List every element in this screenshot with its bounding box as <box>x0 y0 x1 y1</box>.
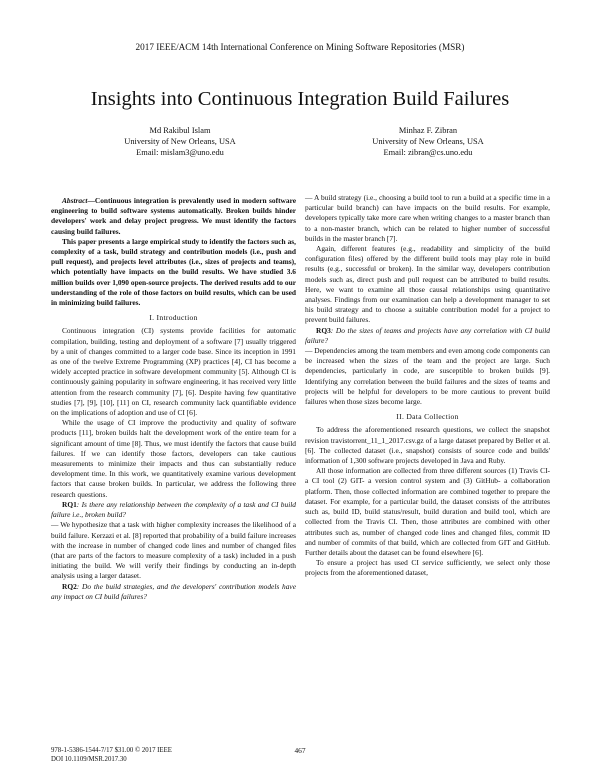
rq1-answer: — We hypothesize that a task with higher complexity increases the likelihood of a build failure. Kerzazi et al. [8] reported that probability of a build failure increases with the increase in number of changed code lines and number of changed files (that are parts of the factors to measure complexity of a task) included in a push initiating the build. We will verify their findings by conducting an in-depth analysis using a larger dataset. <box>51 520 296 581</box>
author-email: Email: zibran@cs.uno.edu <box>383 148 473 157</box>
author-email: Email: mislam3@uno.edu <box>136 148 224 157</box>
conference-header: 2017 IEEE/ACM 14th International Conference on Mining Software Repositories (MSR) <box>135 42 465 52</box>
abstract-label: Abstract <box>62 196 88 205</box>
build-factors-paragraph: Again, different features (e.g., readability and simplicity of the build configuration files) offered by the different build tools may play role in build results (e.g., successful or broken). In the similar way, developers contribution models such as, direct push and pull request can be attributed to build results. Here, we want to examine all those causal relationships using quantitative analyses. Findings from our examination can help a development manager to set his build strategy and to choose a suitable contribution model for a project to prevent build failures. <box>305 244 550 325</box>
author-name: Minhaz F. Zibran <box>398 126 458 135</box>
footer-isbn: 978-1-5386-1544-7/17 $31.00 © 2017 IEEE <box>51 747 172 754</box>
page-number: 467 <box>294 746 306 755</box>
section-heading-data-collection: II. Data Collection <box>396 412 459 422</box>
left-column <box>51 196 296 602</box>
author-block-1 <box>60 125 300 158</box>
abstract <box>51 196 296 308</box>
intro-paragraph-2: While the usage of CI improve the productivity and quality of software products [11], broken builds halt the development work of the entire team for a significant amount of time [8]. Thus, we must identify the factors that cause build failures. If we can identify those factors, developers can take cautious measurements to minimize their impacts and thus can substantially reduce development time. In this work, we quantitatively examine various development factors that cause broken builds. In particular, we address the following three research questions. <box>51 418 296 499</box>
right-column <box>305 193 550 579</box>
author-name: Md Rakibul Islam <box>149 126 211 135</box>
rq3-answer: — Dependencies among the team members and even among code components can be increased when the sizes of the team and the project are large. Such dependencies, particularly in code, are susceptible to broken builds [9]. Identifying any correlation between the build failures and the sizes of teams and projects will be helpful for developers to be more cautious to prevent build failures when those sizes become large. <box>305 346 550 407</box>
section-heading-introduction: I. Introduction <box>149 313 198 323</box>
abstract-paragraph-2: This paper presents a large empirical study to identify the factors such as, complexity of a task, build strategy and contribution models (i.e., push and pull request), and projects level attributes (i.e., sizes of projects and teams), which potentially have impacts on the build results. We have studied 3.6 million builds over 1,090 open-source projects. The derived results add to our understanding of the role of those factors on build results, which can be used in minimizing build failures. <box>51 236 296 308</box>
rq3-question: RQ3: Do the sizes of teams and projects have any correlation with CI build failure? <box>305 325 550 345</box>
intro-paragraph-1: Continuous integration (CI) systems provide facilities for automatic compilation, building, testing and deployment of a software [7] usually triggered by a unit of changes committed to a larger code base. Since its inception in 1991 as one of the twelve Extreme Programming (XP) practices [4], CI has become a widely accepted practice in software development community [5]. Although CI is continuously gaining popularity in software engineering, it has received very little attention from the research community [7], [6]. Despite having few quantitative studies [7], [9], [10], [11] on CI, research community lack quantifiable evidence on the implications of adoption and use of CI [6]. <box>51 326 296 418</box>
data-paragraph-2: All those information are collected from three different sources (1) Travis CI- a CI tool (2) GIT- a version control system and (3) GitHub- a collaboration platform. Then, those collected information are combined together to prepare the dataset. For example, for a particular build, the dataset consists of the attributes such as, build ID, build status/result, build duration and build tool, which are collected from the Travis CI. Then, those attributes are combined with other attributes such as, number of changed code lines and changed files, commit ID and number of commits of that build, which are collected from GIT and GitHub. Further details about the dataset can be found elsewhere [6]. <box>305 466 550 557</box>
data-paragraph-1: To address the aforementioned research questions, we collect the snapshot revision travistorrent_11_1_2017.csv.gz of a large dataset prepared by Beller et al. [6]. The collected dataset (i.e., snapshot) consists of source code and builds' information of 1,300 software projects developed in Java and Ruby. <box>305 425 550 466</box>
data-paragraph-3: To ensure a project has used CI service sufficiently, we select only those projects from the aforementioned dataset, <box>305 558 550 578</box>
author-block-2 <box>308 125 548 158</box>
paper-title: Insights into Continuous Integration Build Failures <box>90 88 510 110</box>
footer-doi: DOI 10.1109/MSR.2017.30 <box>51 756 127 763</box>
rq2-question: RQ2: Do the build strategies, and the developers' contribution models have any impact on CI build failures? <box>51 581 296 601</box>
rq1-question: RQ1: Is there any relationship between the complexity of a task and CI build failure i.e., broken build? <box>51 499 296 520</box>
author-affiliation: University of New Orleans, USA <box>124 137 236 146</box>
abstract-paragraph-1: Abstract—Continuous integration is prevalently used in modern software engineering to build software systems automatically. Broken builds hinder developers' work and delay project progress. We must identify the factors causing build failures. <box>51 196 296 236</box>
author-affiliation: University of New Orleans, USA <box>372 137 484 146</box>
rq2-answer: — A build strategy (i.e., choosing a build tool to run a build at a specific time in a particular build branch) can have impacts on the build results. For example, developers typically take more care when writing changes to a master branch than to a non-master branch, which can be related to higher number of successful builds in the master branch [7]. <box>305 193 550 243</box>
